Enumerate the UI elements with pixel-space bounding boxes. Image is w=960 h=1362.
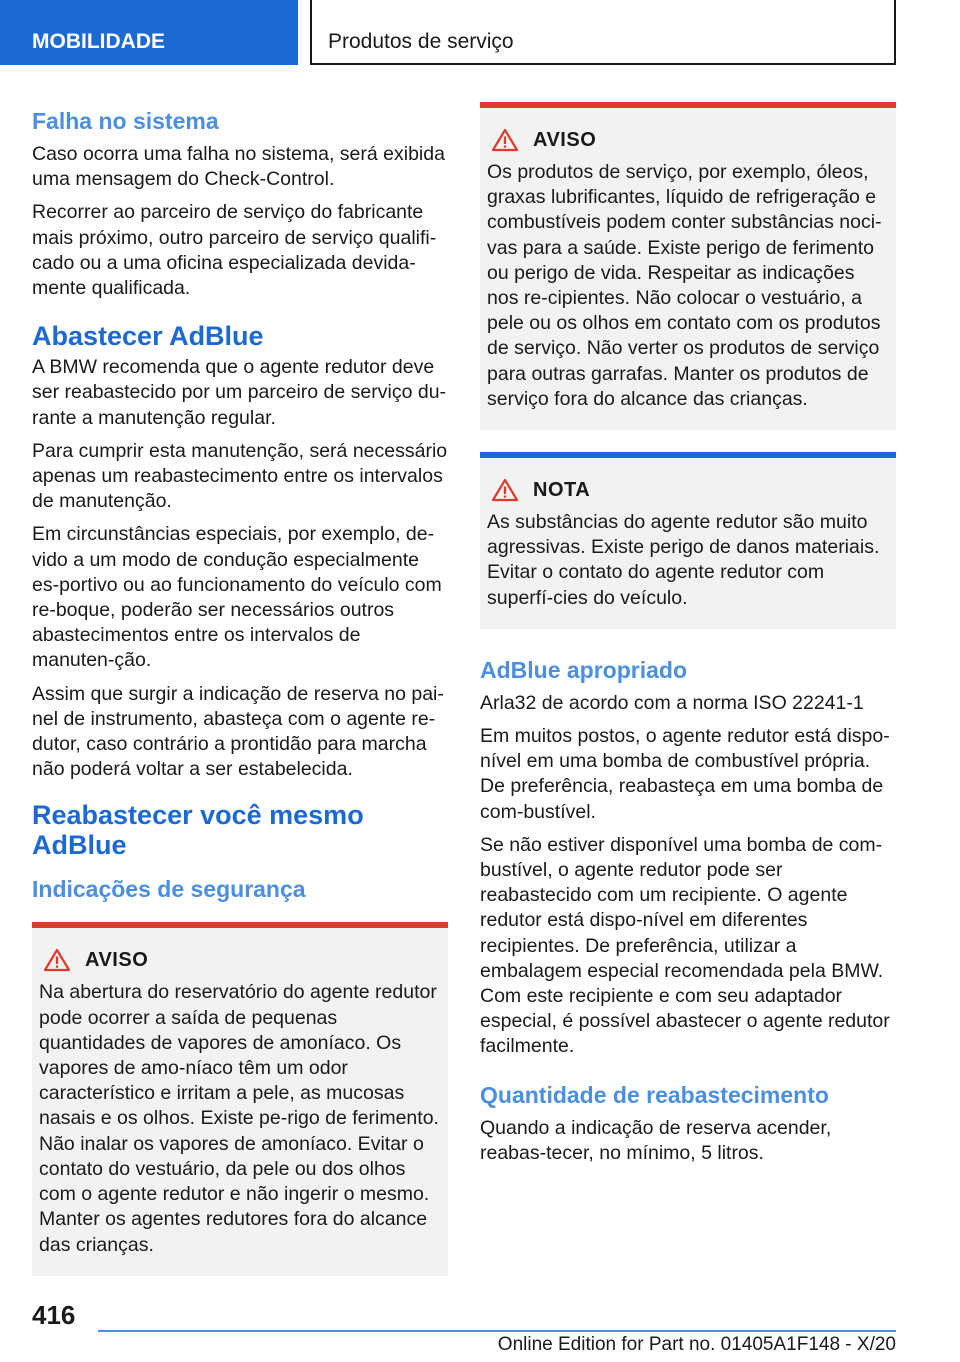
paragraph: Em muitos postos, o agente redutor está dispo‐nível em uma bomba de combustível própria. De preferência, reabasteça em uma bomba de com‐bustível. [480, 725, 890, 823]
paragraph: Caso ocorra uma falha no sistema, será exibida uma mensagem do Check-Control. [32, 143, 445, 191]
warning-box-header [487, 128, 889, 152]
note-box-header [487, 478, 889, 502]
section-tab: MOBILIDADE [0, 0, 298, 65]
heading-adblue-apropriado: AdBlue apropriado [480, 656, 688, 683]
paragraph: Em circunstâncias especiais, por exemplo, de‐vido a um modo de condução especialmente es‐portivo ou ao funcionamento do veículo com re‐boque, poderão ser necessários outros abastecimentos entre os intervalos de manuten‐ção. [32, 523, 442, 672]
warning-box-aviso [32, 922, 448, 1275]
paragraph: A BMW recomenda que o agente redutor deve ser reabastecido por um parceiro de serviço du‐rante a manutenção regular. [32, 356, 447, 429]
paragraph: Arla32 de acordo com a norma ISO 22241-1 [480, 691, 864, 714]
warning-box-text: Os produtos de serviço, por exemplo, óleos, graxas lubrificantes, líquido de refrigeração e combustíveis podem conter substâncias noci‐vas para a saúde. Existe perigo de ferimento ou perigo de vida. Respeitar as indicações nos re‐cipientes. Não colocar o vestuário, a pele ou os olhos em contato com os produtos de serviço. Não verter os produtos de serviço para outras garrafas. Manter os produtos de serviço fora do alcance das crianças. [487, 161, 882, 410]
page-number: 416 [32, 1300, 76, 1330]
warning-triangle-icon [491, 128, 519, 152]
heading-quantidade-de-reabastecimento: Quantidade de reabastecimento [480, 1081, 829, 1108]
right-column [480, 102, 896, 1174]
paragraph: Se não estiver disponível uma bomba de com‐bustível, o agente redutor pode ser reabastecido com um recipiente. O agente redutor está dispo‐nível em diferentes recipientes. De preferência, utilizar a embalagem especial recomendada pela BMW. Com este recipiente e com seu adaptador especial, é possível abastecer o agente redutor facilmente. [480, 833, 890, 1058]
warning-triangle-icon [43, 948, 71, 972]
note-box-title: NOTA [533, 478, 591, 501]
warning-box-title: AVISO [533, 128, 597, 151]
note-box-text: As substâncias do agente redutor são muito agressivas. Existe perigo de danos materiais. Evitar o contato do agente redutor com superfí‐cies do veículo. [487, 511, 880, 609]
heading-abastecer-adblue: Abastecer AdBlue [32, 321, 264, 352]
warning-box-text: Na abertura do reservatório do agente redutor pode ocorrer a saída de pequenas quantidades de vapores de amoníaco. Os vapores de amo‐níaco têm um odor característico e irritam a pele, as mucosas nasais e os olhos. Existe pe‐rigo de ferimento. Não inalar os vapores de amoníaco. Evitar o contato do vestuário, da pele ou dos olhos com o agente redutor e não ingerir o mesmo. Manter os agentes redutores fora do alcance das crianças. [39, 981, 439, 1256]
footer-divider [98, 1330, 896, 1332]
paragraph: Para cumprir esta manutenção, será necessário apenas um reabastecimento entre os intervalos de manutenção. [32, 439, 448, 513]
warning-triangle-icon [491, 478, 519, 502]
heading-falha-no-sistema: Falha no sistema [32, 108, 219, 134]
chapter-title: Produtos de serviço [310, 0, 896, 65]
warning-box-header [39, 948, 441, 972]
footer-edition: Online Edition for Part no. 01405A1F148 - X/20 [497, 1334, 896, 1355]
warning-box-aviso [480, 102, 896, 430]
paragraph: Recorrer ao parceiro de serviço do fabricante mais próximo, outro parceiro de serviço qualifi‐cado ou a uma oficina especializada devida‐mente qualificada. [32, 201, 437, 300]
paragraph: Quando a indicação de reserva acender, reabas‐tecer, no mínimo, 5 litros. [480, 1116, 832, 1164]
warning-box-title: AVISO [85, 948, 149, 971]
paragraph: Assim que surgir a indicação de reserva no pai‐nel de instrumento, abasteça com o agente re‐dutor, caso contrário a prontidão para marcha não poderá voltar a ser estabelecida. [32, 682, 444, 781]
note-box-nota [480, 452, 896, 629]
left-column [32, 98, 448, 1276]
heading-reabastecer-voce-mesmo: Reabastecer você mesmo AdBlue [32, 800, 364, 861]
heading-indicacoes-de-seguranca: Indicações de segurança [32, 876, 306, 903]
